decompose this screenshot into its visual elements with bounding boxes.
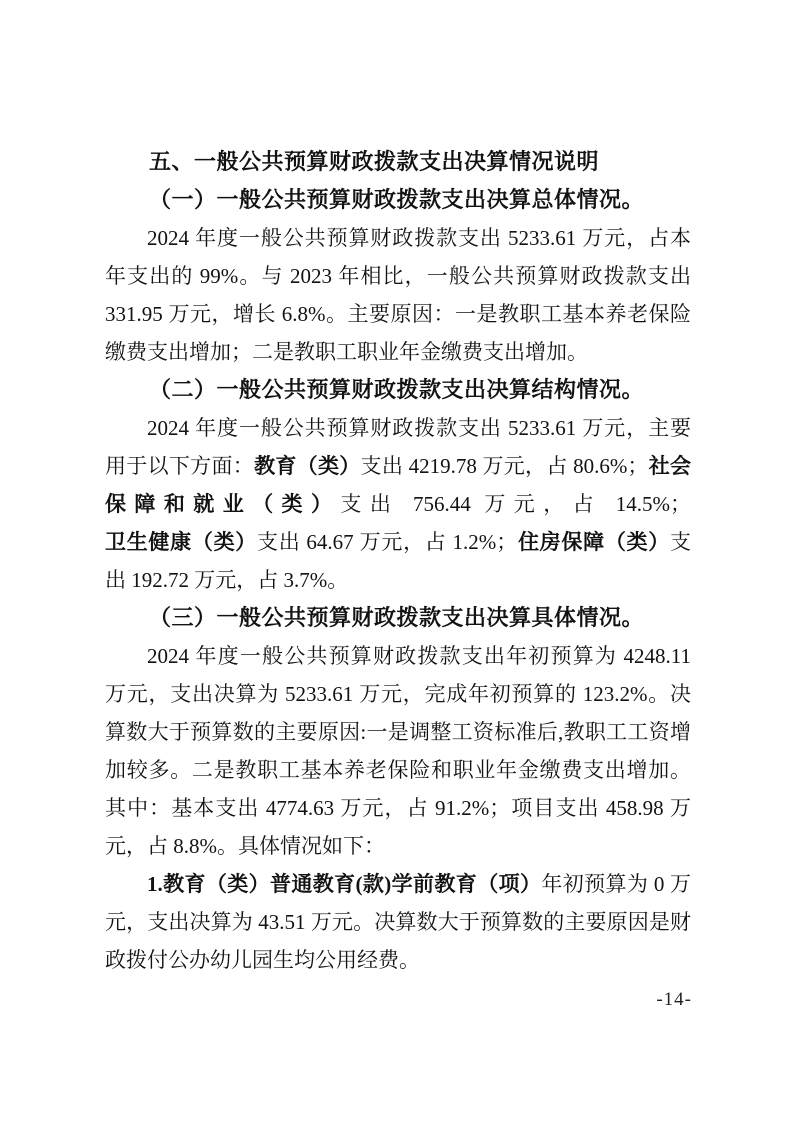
paragraph-item-1-preschool-education [105, 865, 691, 979]
text-run-bold-health-category: 卫生健康（类） [105, 530, 258, 554]
text-run: 年初预算为 0 万元，支出决算为 43.51 万元。决算数大于预算数的主要原因是财政拨付公办幼儿园生均公用经费。 [105, 872, 691, 972]
text-run-bold-social-security-category: 社会保障和就业（类） [105, 454, 692, 516]
section-heading: 五、一般公共预算财政拨款支出决算情况说明 [149, 149, 600, 174]
paragraph-specific-situation [105, 637, 691, 865]
subsection-heading-specific: （三）一般公共预算财政拨款支出决算具体情况。 [149, 605, 645, 630]
document-body [105, 143, 691, 979]
text-run: 支出 64.67 万元，占 1.2%； [257, 530, 518, 554]
paragraph-overall-situation [105, 219, 691, 371]
text-run-bold-housing-category: 住房保障（类） [517, 530, 670, 554]
text-run-bold-item-1-title: 1.教育（类）普通教育(款)学前教育（项） [147, 872, 542, 896]
text-run: 2024 年度一般公共预算财政拨款支出 5233.61 万元，主要用于以下方面： [105, 416, 691, 478]
text-run: 2024 年度一般公共预算财政拨款支出年初预算为 4248.11 万元，支出决算为 5233.61 万元，完成年初预算的 123.2%。决算数大于预算数的主要原因:一是调整工资标准后,教职工工资增加较多。二是教职工基本养老保险和职业年金缴费支出增加。其中：基本支出 4774.63 万元，占 91.2%；项目支出 458.98 万元，占 8.8%。具体情况如下： [105, 644, 691, 858]
paragraph-expenditure-structure [105, 409, 691, 599]
page-number: -14- [656, 989, 692, 1010]
text-run: 支出 192.72 万元，占 3.7%。 [105, 530, 691, 592]
text-run-bold-education-category: 教育（类） [254, 454, 361, 478]
text-run: 2024 年度一般公共预算财政拨款支出 5233.61 万元，占本年支出的 99%。与 2023 年相比，一般公共预算财政拨款支出 331.95 万元，增长 6.8%。主要原因：一是教职工基本养老保险缴费支出增加；二是教职工职业年金缴费支出增加。 [105, 226, 691, 364]
text-run: 支出 4219.78 万元，占 80.6%； [360, 454, 649, 478]
subsection-heading-structure: （二）一般公共预算财政拨款支出决算结构情况。 [149, 377, 645, 402]
subsection-heading-overall: （一）一般公共预算财政拨款支出决算总体情况。 [149, 187, 645, 212]
text-run: 支出 756.44 万元，占 14.5%； [340, 492, 692, 516]
